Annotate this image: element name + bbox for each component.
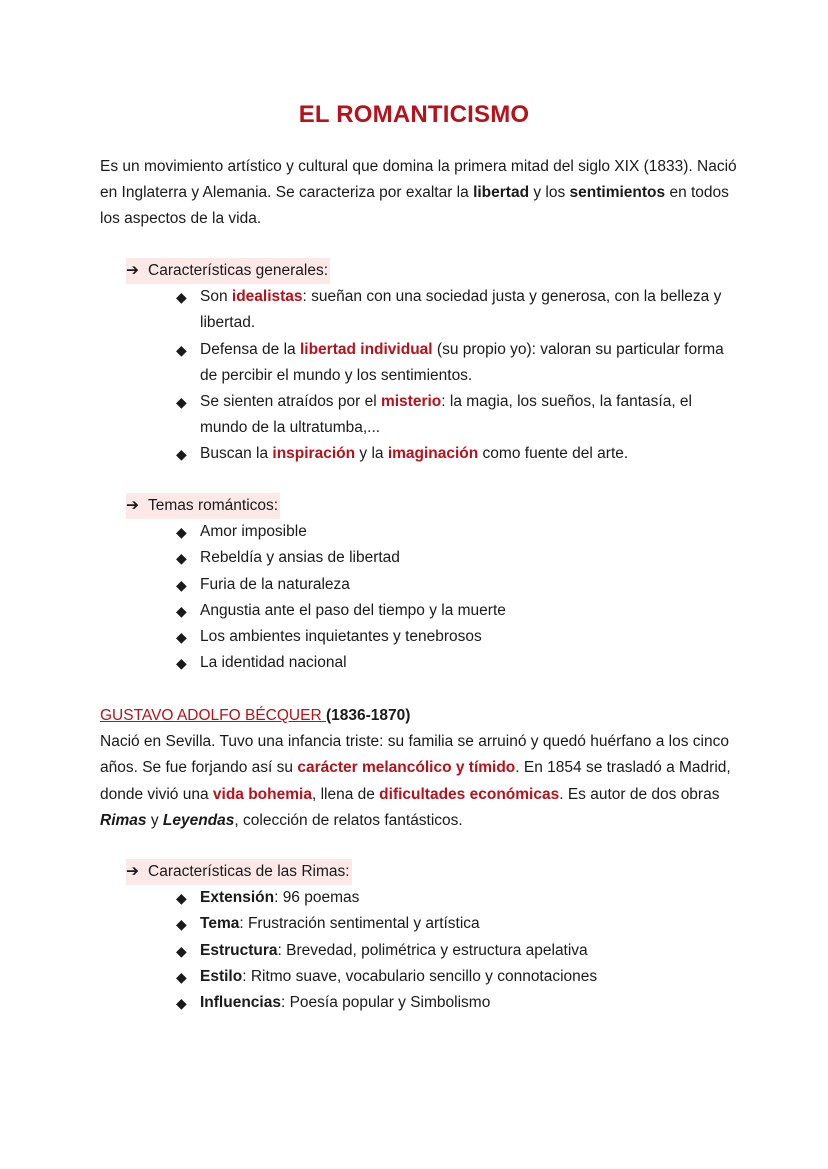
list-item: ◆ Rebeldía y ansias de libertad [176,545,730,571]
diamond-bullet-icon: ◆ [176,890,187,907]
list-item: ◆ Extensión: 96 poemas [176,885,730,911]
becquer-paragraph: GUSTAVO ADOLFO BÉCQUER (1836-1870) Nació en Sevilla. Tuvo una infancia triste: su familia se arruinó y quedó huérfano a los cinco años. Se fue forjando así su carácter melancólico y tímido. En 1854 se trasladó a Madrid, donde vivió una vida bohemia, llena de dificultades económicas. Es autor de dos obras Rimas y Leyendas, colección de relatos fantásticos. [100,703,740,834]
section-caracteristicas-generales [126,258,730,468]
diamond-bullet-icon: ◆ [176,629,187,646]
section-heading: ➔ Temas románticos: [126,493,280,519]
diamond-bullet-icon: ◆ [176,341,187,358]
page-title: EL ROMANTICISMO [298,101,530,128]
list-item: ◆ Furia de la naturaleza [176,572,730,598]
list-item: ◆ Tema: Frustración sentimental y artística [176,911,730,937]
list-item: ◆ Influencias: Poesía popular y Simbolismo [176,990,730,1016]
diamond-bullet-icon: ◆ [176,394,187,411]
diamond-bullet-icon: ◆ [176,550,187,567]
work-title: Leyendas [162,811,235,829]
author-name: GUSTAVO ADOLFO BÉCQUER [100,707,326,724]
section-temas-romanticos [126,493,730,676]
arrow-icon: ➔ [126,863,139,880]
list-item: ◆ La identidad nacional [176,650,730,676]
intro-paragraph: Es un movimiento artístico y cultural que domina la primera mitad del siglo XIX (1833). Nació en Inglaterra y Alemania. Se caracteriza por exaltar la libertad y los sentimientos en todos los aspectos de la vida. [100,158,737,228]
author-dates: (1836-1870) [325,707,411,724]
diamond-bullet-icon: ◆ [176,602,187,619]
characteristics-list [126,284,730,467]
diamond-bullet-icon: ◆ [176,995,187,1012]
diamond-bullet-icon: ◆ [176,655,187,672]
list-item: ◆ Se sienten atraídos por el misterio: la magia, los sueños, la fantasía, el mundo de la ultratumba,... [176,389,730,441]
rimas-list [126,885,730,1016]
keyword-libertad: libertad [473,184,530,202]
list-item: ◆ Defensa de la libertad individual (su propio yo): valoran su particular forma de percibir el mundo y los sentimientos. [176,337,730,389]
list-item: ◆ Los ambientes inquietantes y tenebrosos [176,624,730,650]
diamond-bullet-icon: ◆ [176,916,187,933]
diamond-bullet-icon: ◆ [176,942,187,959]
arrow-icon: ➔ [126,262,139,279]
arrow-icon: ➔ [126,497,139,514]
list-item: ◆ Amor imposible [176,519,730,545]
author-heading [100,703,740,729]
section-caracteristicas-rimas [126,859,730,1016]
diamond-bullet-icon: ◆ [176,446,187,463]
list-item: ◆ Estilo: Ritmo suave, vocabulario sencillo y connotaciones [176,964,730,990]
list-item: ◆ Angustia ante el paso del tiempo y la muerte [176,598,730,624]
list-item: ◆ Estructura: Brevedad, polimétrica y estructura apelativa [176,938,730,964]
themes-list [126,519,730,676]
diamond-bullet-icon: ◆ [176,968,187,985]
list-item: ◆ Buscan la inspiración y la imaginación como fuente del arte. [176,441,730,467]
diamond-bullet-icon: ◆ [176,289,187,306]
work-title: Rimas [100,811,147,829]
list-item: ◆ Son idealistas: sueñan con una sociedad justa y generosa, con la belleza y libertad. [176,284,730,336]
section-heading: ➔ Características generales: [126,258,330,284]
keyword-sentimientos: sentimientos [569,184,666,202]
diamond-bullet-icon: ◆ [176,524,187,541]
section-heading: ➔ Características de las Rimas: [126,859,352,885]
diamond-bullet-icon: ◆ [176,576,187,593]
